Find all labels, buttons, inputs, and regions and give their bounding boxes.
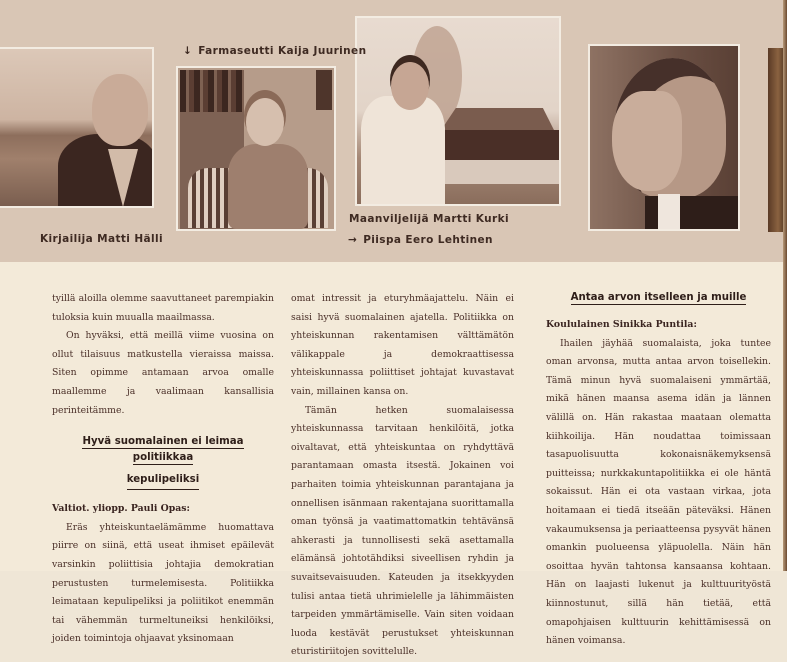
arrow-right-icon: →	[348, 234, 358, 246]
paragraph: On hyväksi, että meillä viime vuosina on ollut tilaisuus matkustella vieraissa maissa. Siten opimme antamaan arvoa omalle maallemme ja vaalimaan kansallisia perinteitämme.	[52, 330, 274, 416]
caption-kaija-juurinen: ↓ Farmaseutti Kaija Juurinen	[183, 45, 367, 57]
text-column-3	[546, 290, 771, 651]
section-heading: Antaa arvon itselleen ja muille	[570, 292, 747, 303]
section-heading: Hyvä suomalainen ei leimaa politiikkaa kepulipeliksi	[52, 434, 274, 490]
photo-eero-lehtinen	[588, 44, 740, 231]
byline: Koululainen Sinikka Puntila:	[546, 319, 697, 330]
paragraph: tyillä aloilla olemme saavuttaneet parempiakin tuloksia kuin muualla maailmassa.	[52, 293, 274, 323]
photo-martti-kurki	[355, 16, 561, 206]
text-column-1	[52, 290, 274, 649]
paragraph: omat intressit ja eturyhmäajattelu. Näin ei saisi hyvä suomalainen ajatella. Politiikka on yhteiskunnan rakentamisen välttämätön välikappale ja demokraattisessa yhteiskunnassa poliittiset johtajat kuvastavat vain, millainen kansa on.	[291, 293, 514, 397]
caption-eero-lehtinen: → Piispa Eero Lehtinen	[348, 234, 493, 246]
paragraph: Tämän hetken suomalaisessa yhteiskunnassa tarvitaan henkilöitä, jotka oivaltavat, että yhteiskuntaa on ryhdyttävä parantamaan omasta itsestä. Jokainen voi parhaiten toimia yhteiskunnan parantajana ja onnellisen isänmaan rakentajana suorittamalla oman työnsä ja vaatimattomatkin tehtävänsä ahkerasti ja tunnollisesti sekä asettamalla elämänsä johtotähdiksi siveellisen ryhdin ja suvaitsevaisuuden. Kateuden ja itsekkyyden tulisi antaa tietä uhrimielelle ja lähimmäisten tarpeiden ymmärtämiselle. Vain siten voidaan luoda kestävät perustukset yhteiskunnan eturistiriitojen sovittelulle.	[291, 404, 514, 658]
caption-matti-halli: Kirjailija Matti Hälli	[40, 233, 164, 245]
arrow-down-icon: ↓	[183, 45, 193, 57]
caption-martti-kurki: Maanviljelijä Martti Kurki	[349, 213, 509, 225]
text-column-2	[291, 290, 514, 662]
photo-matti-halli	[0, 47, 154, 208]
paragraph: Eräs yhteiskuntaelämämme huomattava piirre on siinä, että useat ihmiset epäilevät varsinkin poliittisia johtajia demokratian perustusten turmelemisesta. Politiikka leimataan kepulipeliksi ja poliitikot enemmän tai vähemmän turmeltuneiksi henkilöiksi, joiden toimintoja ohjaavat yksinomaan	[52, 521, 274, 645]
byline: Valtiot. yliopp. Pauli Opas:	[52, 503, 190, 515]
paragraph: Ihailen jäyhää suomalaista, joka tuntee oman arvonsa, mutta antaa arvon toisellekin. Tämä minun hyvä suomalaiseni ymmärtää, mikä hänen maansa asema idän ja lännen välillä on. Hän rakastaa maataan olematta kiihkoilija. Hän noudattaa toimissaan tasapuolisuutta kokonaisnäkemyksensä puitteissa; nurkkakuntapolitiikka ei ole häntä sokaissut. Hän ei ota vastaan virkaa, jota hoitamaan ei tiedä itseään päteväksi. Hänen vakaumuksensa ja periaatteensa pysyvät hänen omankin puolueensa yläpuolella. Näin hän osoittaa hyvän tahtonsa kansaansa kohtaan. Hän on laajasti lukenut ja kulttuurityöstä kiinnostunut, sillä hän tietää, että omapohjaisen kulttuurin kehittämisessä on hänen voimansa.	[546, 337, 771, 647]
page-spine	[783, 0, 787, 571]
photo-kaija-juurinen	[176, 66, 336, 231]
